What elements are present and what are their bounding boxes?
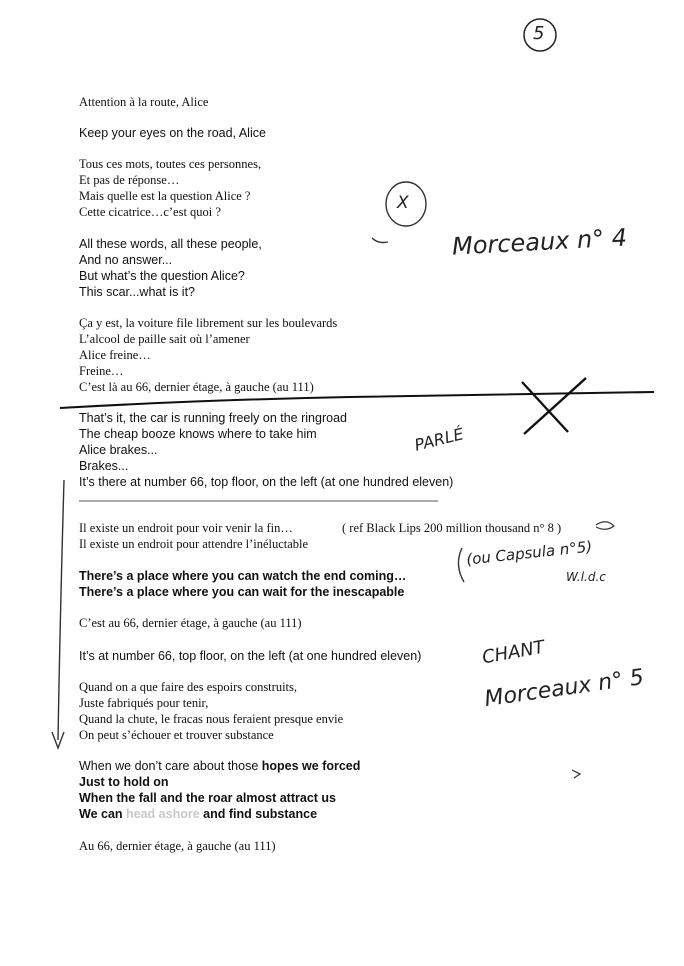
stanza2-fr-line: C’est là au 66, dernier étage, à gauche (au 111) [79, 380, 314, 394]
stanza3-fr-line: Il existe un endroit pour attendre l’inéluctable [79, 537, 309, 551]
stanza1-en-line: This scar...what is it? [79, 285, 196, 299]
capsula-note: (ou Capsula n°5) [465, 537, 593, 569]
chant-note: CHANT [480, 636, 547, 669]
address-en: It’s at number 66, top floor, on the left (at one hundred eleven) [79, 649, 422, 663]
stanza3-fr-line: Il existe un endroit pour voir venir la fin… [79, 521, 293, 535]
closing-fr: Au 66, dernier étage, à gauche (au 111) [79, 839, 276, 853]
morceaux-4-note: Morceaux n° 4 [451, 223, 628, 261]
stanza2-en-line: It’s there at number 66, top floor, on the left (at one hundred eleven) [79, 475, 454, 489]
stanza3-en-line: There’s a place where you can watch the end coming… [79, 569, 407, 583]
stanza1-fr-line: Mais quelle est la question Alice ? [79, 189, 251, 203]
stanza4-fr-line: Quand on a que faire des espoirs construits, [79, 680, 297, 694]
stanza4-en-line [79, 759, 360, 774]
stanza1-en-line: All these words, all these people, [79, 237, 262, 251]
circled-x-label: X [397, 193, 409, 213]
capsula-paren [458, 548, 464, 582]
stanza4-en-line4-start: We can [79, 807, 127, 821]
small-tick-mark [372, 238, 388, 243]
stanza1-fr-line: Tous ces mots, toutes ces personnes, [79, 157, 262, 171]
stanza1-en-line: And no answer... [79, 253, 173, 267]
stanza4-en-line: Just to hold on [79, 775, 169, 789]
stanza4-en-line: When the fall and the roar almost attract us [79, 791, 336, 805]
large-x-stroke-2 [524, 378, 586, 434]
wldc-note: W.l.d.c [566, 570, 606, 584]
stanza2-en-line: The cheap booze knows where to take him [79, 427, 317, 441]
black-lips-reference: ( ref Black Lips 200 million thousand n° 8 ) [342, 521, 562, 535]
stanza4-en-line [79, 807, 317, 822]
address-fr: C’est au 66, dernier étage, à gauche (au 111) [79, 616, 302, 630]
stanza1-en-line: But what’s the question Alice? [79, 269, 245, 283]
morceaux-5-note: Morceaux n° 5 [483, 664, 646, 713]
title-en: Keep your eyes on the road, Alice [79, 126, 266, 140]
stanza4-fr-line: Quand la chute, le fracas nous feraient presque envie [79, 712, 344, 726]
stanza4-fr-line: Juste fabriqués pour tenir, [79, 696, 209, 710]
stanza4-en-line4-faded: head ashore [126, 807, 200, 821]
stanza1-fr-line: Cette cicatrice…c’est quoi ? [79, 205, 221, 219]
stanza2-fr-line: Freine… [79, 364, 124, 378]
stanza2-en-line: That’s it, the car is running freely on the ringroad [79, 411, 347, 425]
stanza2-fr-line: Alice freine… [79, 348, 151, 362]
stanza2-en-line: Brakes... [79, 459, 129, 473]
large-x-stroke-1 [522, 382, 568, 432]
stanza4-en-line1-bold: hopes we forced [261, 759, 361, 773]
small-arrow-mark [572, 770, 580, 778]
stanza4-en-line1-regular: When we don’t care about those [79, 759, 262, 773]
parle-note: PARLÉ [412, 424, 466, 455]
ref-arrow-mark [596, 522, 614, 530]
stanza1-fr-line: Et pas de réponse… [79, 173, 180, 187]
stanza2-fr-line: Ça y est, la voiture file librement sur les boulevards [79, 316, 338, 330]
stanza3-en-line: There’s a place where you can wait for the inescapable [79, 585, 405, 599]
title-fr: Attention à la route, Alice [79, 95, 209, 109]
stanza2-fr-line: L’alcool de paille sait où l’amener [79, 332, 250, 346]
stanza4-en-line4-end: and find substance [199, 807, 318, 821]
left-bracket-line [58, 480, 64, 740]
stanza4-fr-line: On peut s’échouer et trouver substance [79, 728, 274, 742]
stanza2-en-line: Alice brakes... [79, 443, 158, 457]
page-number: 5 [533, 23, 545, 44]
